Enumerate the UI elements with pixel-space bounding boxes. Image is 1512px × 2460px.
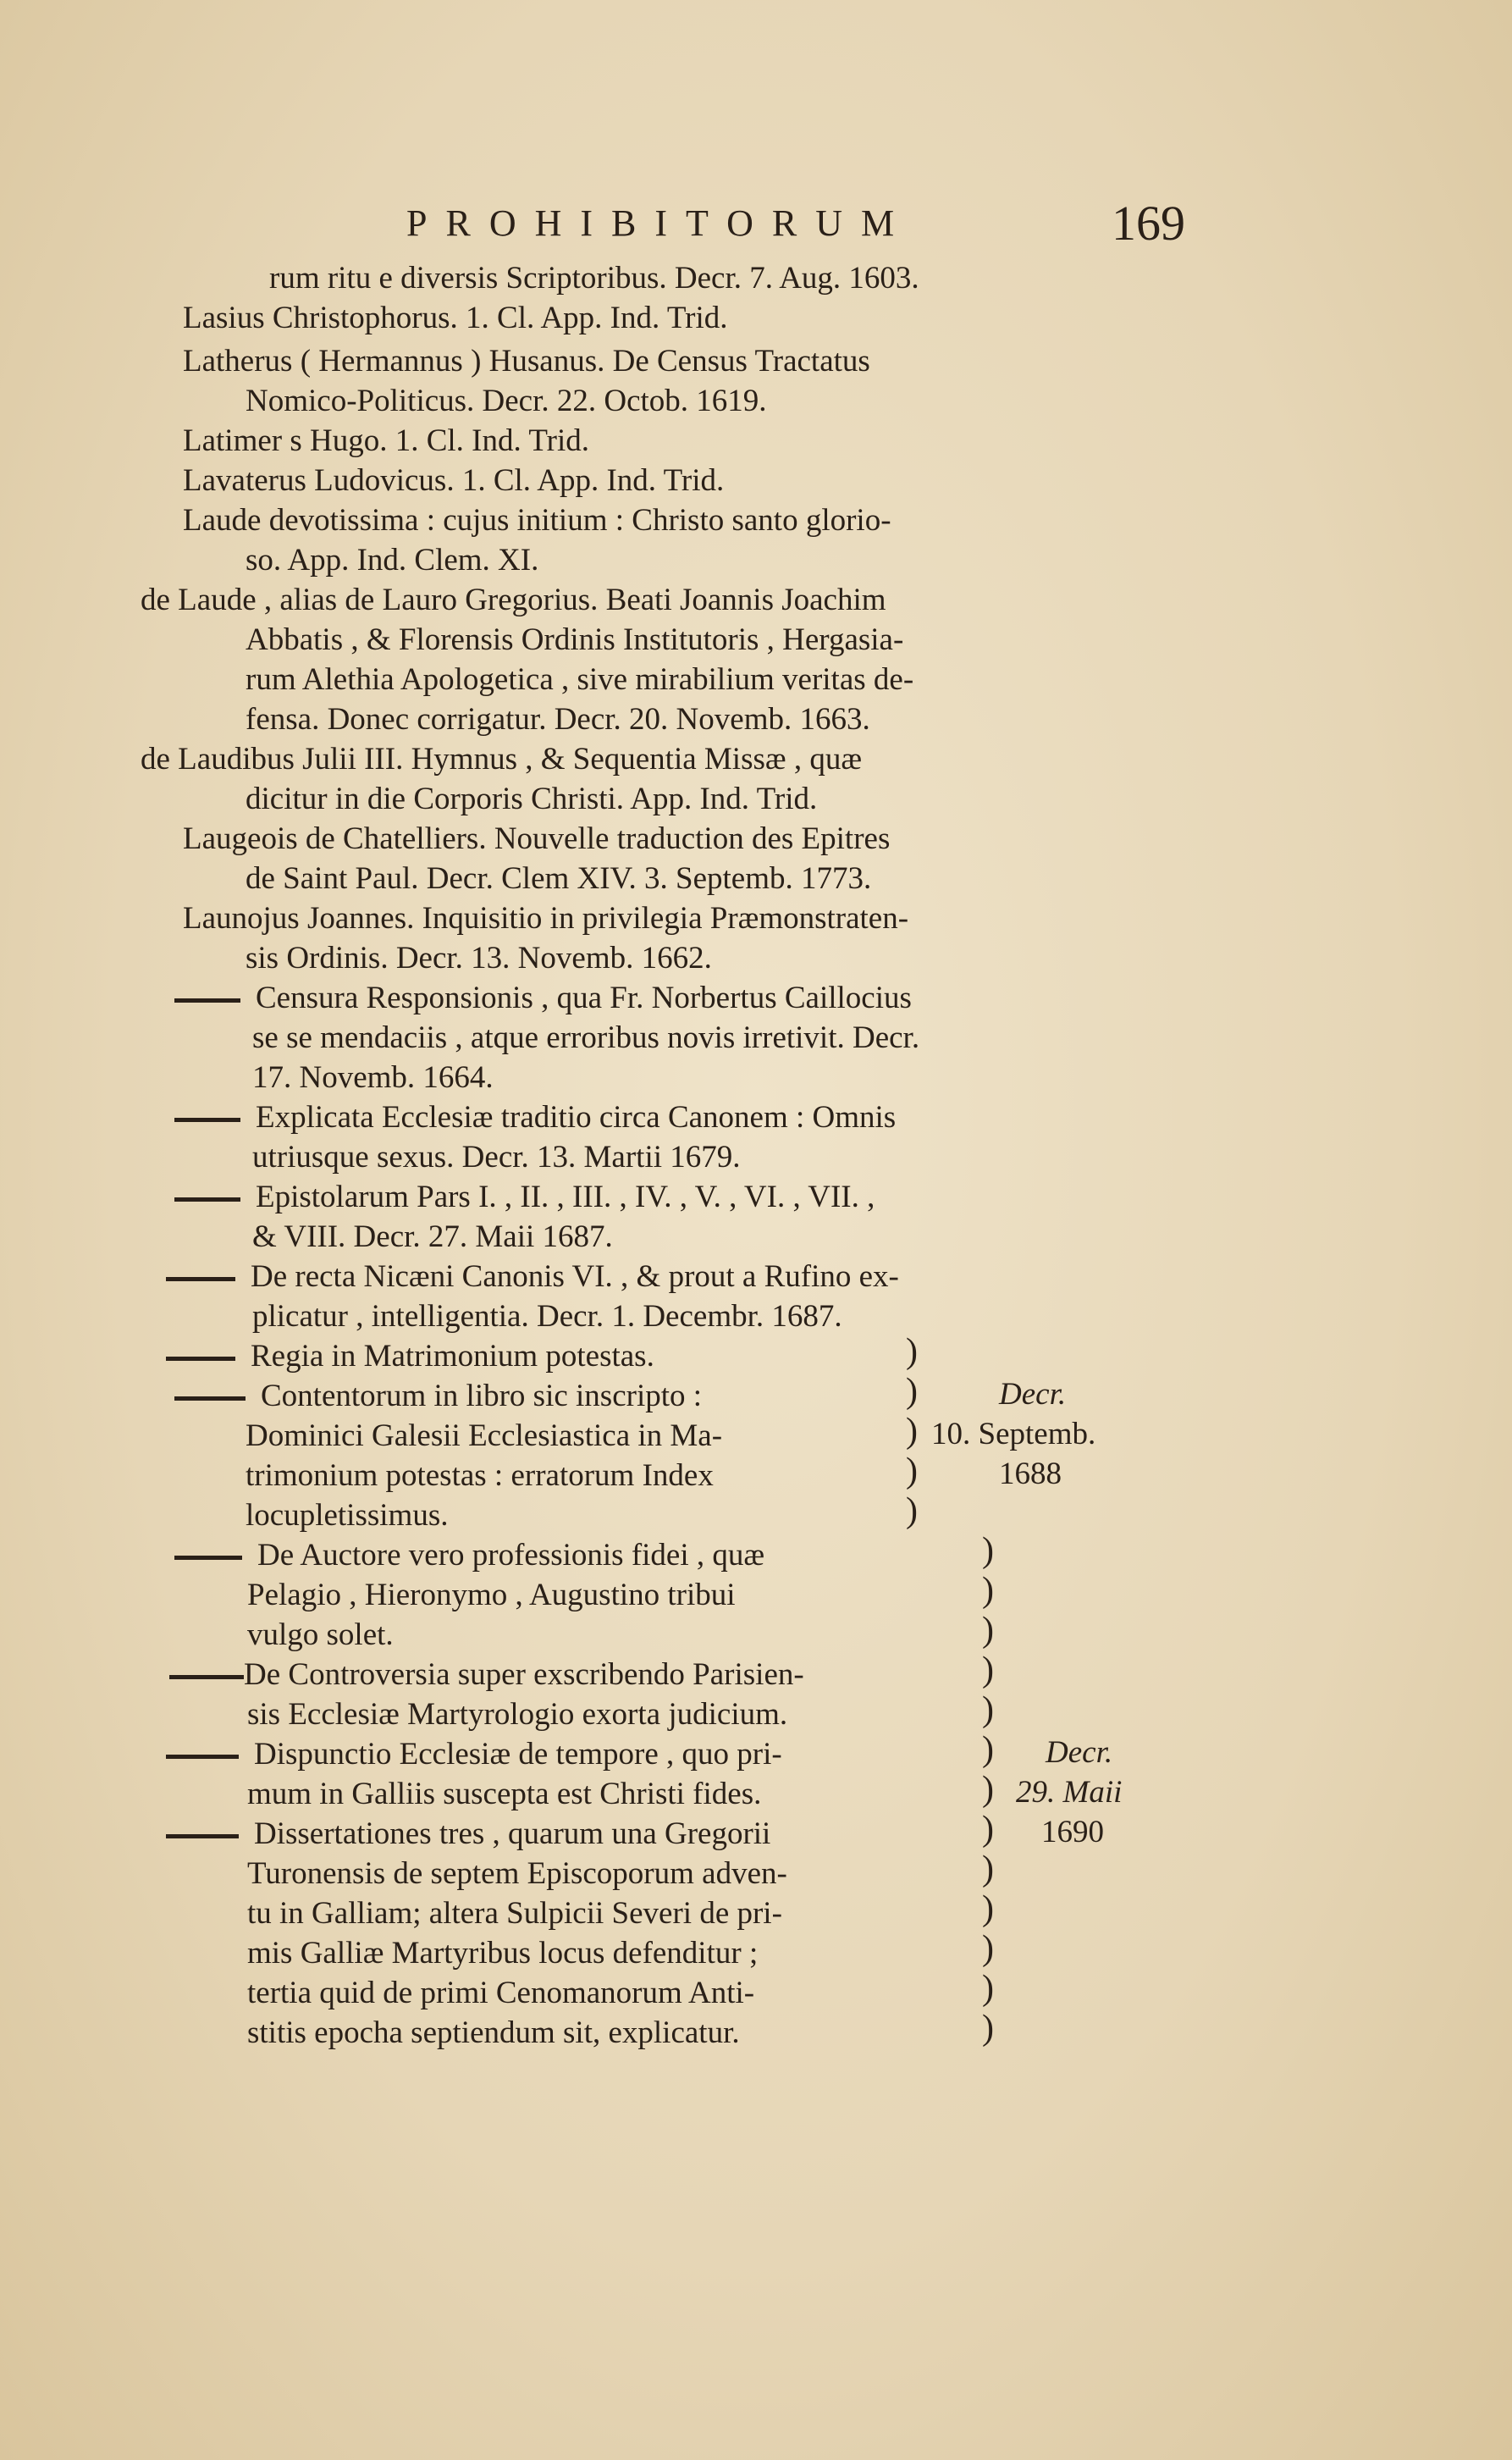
text-line: Nomico-Politicus. Decr. 22. Octob. 1619. (246, 384, 767, 418)
text-line: rum Alethia Apologetica , sive mirabilium veritas de- (246, 662, 914, 697)
dash-entry (166, 1336, 654, 1376)
ditto-dash (166, 1834, 239, 1838)
bracket-paren: ) (906, 1412, 918, 1451)
text-line: locupletissimus. (246, 1498, 449, 1533)
text-line: Dispunctio Ecclesiæ de tempore , quo pri- (254, 1737, 782, 1772)
bracket-paren: ) (982, 1650, 994, 1689)
decree-day: 10. Septemb. (931, 1417, 1096, 1451)
bracket-paren: ) (982, 1571, 994, 1610)
bracket-paren: ) (906, 1451, 918, 1490)
text-line: Latherus ( Hermannus ) Husanus. De Census Tractatus (183, 344, 870, 379)
text-line: so. App. Ind. Clem. XI. (246, 543, 539, 578)
ditto-dash (174, 1556, 242, 1560)
text-line: rum ritu e diversis Scriptoribus. Decr. 7. Aug. 1603. (269, 261, 919, 296)
bracket-paren: ) (982, 1849, 994, 1888)
dash-entry (174, 1376, 702, 1416)
text-line: tu in Galliam; altera Sulpicii Severi de pri- (247, 1896, 782, 1931)
dash-entry (166, 1734, 782, 1774)
text-line: Abbatis , & Florensis Ordinis Institutoris , Hergasia- (246, 622, 904, 657)
bracket-paren: ) (906, 1372, 918, 1411)
dash-entry (174, 1177, 875, 1217)
decree-year: 1690 (1041, 1815, 1104, 1849)
decree-year: 1688 (999, 1457, 1062, 1491)
running-title: PROHIBITORUM (406, 202, 913, 244)
ditto-dash (166, 1357, 235, 1361)
bracket-paren: ) (982, 1690, 994, 1729)
decree-label: Decr. (1046, 1735, 1113, 1770)
decree-label: Decr. (999, 1377, 1067, 1412)
text-line: de Saint Paul. Decr. Clem XIV. 3. Septemb. 1773. (246, 861, 872, 896)
text-line: sis Ordinis. Decr. 13. Novemb. 1662. (246, 941, 712, 976)
bracket-paren: ) (982, 1969, 994, 2008)
text-line: Contentorum in libro sic inscripto : (261, 1379, 703, 1413)
decree-date: 29. Maii (1016, 1775, 1123, 1810)
text-line: Lavaterus Ludovicus. 1. Cl. App. Ind. Trid. (183, 463, 725, 498)
bracket-paren: ) (982, 1611, 994, 1650)
ditto-dash (174, 1396, 246, 1401)
text-line: De Controversia super exscribendo Parisien- (244, 1657, 804, 1692)
text-line: fensa. Donec corrigatur. Decr. 20. Novemb. 1663. (246, 702, 870, 737)
bracket-paren: ) (982, 1531, 994, 1570)
ditto-dash (166, 1755, 239, 1759)
text-line: trimonium potestas : erratorum Index (246, 1458, 714, 1493)
text-line: se se mendaciis , atque erroribus novis irretivit. Decr. (252, 1020, 920, 1055)
dash-entry (166, 1257, 899, 1296)
page-number: 169 (1112, 196, 1185, 251)
ditto-dash (166, 1277, 235, 1281)
text-line: Dissertationes tres , quarum una Gregorii (254, 1816, 771, 1851)
text-line: Regia in Matrimonium potestas. (251, 1339, 654, 1374)
bracket-paren: ) (982, 1889, 994, 1928)
text-line: Pelagio , Hieronymo , Augustino tribui (247, 1578, 736, 1612)
ditto-dash (174, 1118, 240, 1122)
text-line: Explicata Ecclesiæ traditio circa Canonem : Omnis (256, 1100, 897, 1135)
bracket-paren: ) (982, 1929, 994, 1968)
text-line: Turonensis de septem Episcoporum adven- (247, 1856, 787, 1891)
bracket-paren: ) (906, 1491, 918, 1530)
text-line: Laugeois de Chatelliers. Nouvelle traduction des Epitres (183, 821, 891, 856)
text-line: de Laudibus Julii III. Hymnus , & Sequentia Missæ , quæ (141, 742, 862, 777)
text-line: tertia quid de primi Cenomanorum Anti- (247, 1976, 755, 2010)
text-line: Epistolarum Pars I. , II. , III. , IV. , V. , VI. , VII. , (256, 1180, 875, 1214)
dash-entry (166, 1814, 770, 1854)
bracket-paren: ) (906, 1332, 918, 1371)
dash-entry (174, 978, 912, 1018)
text-line: 17. Novemb. 1664. (252, 1060, 494, 1095)
text-line: vulgo solet. (247, 1617, 394, 1652)
decree-date (931, 1416, 1095, 1452)
text-line: de Laude , alias de Lauro Gregorius. Beati Joannis Joachim (141, 583, 886, 617)
text-line: De Auctore vero professionis fidei , quæ (257, 1538, 765, 1573)
ditto-dash (174, 1197, 240, 1202)
text-line: dicitur in die Corporis Christi. App. Ind. Trid. (246, 782, 818, 816)
text-line: utriusque sexus. Decr. 13. Martii 1679. (252, 1140, 741, 1175)
dash-entry (169, 1655, 804, 1694)
bracket-paren: ) (982, 1810, 994, 1849)
ditto-dash (169, 1675, 244, 1679)
ditto-dash (174, 998, 240, 1003)
bracket-paren: ) (982, 2009, 994, 2048)
text-line: Censura Responsionis , qua Fr. Norbertus Caillocius (256, 981, 912, 1015)
text-line: stitis epocha septiendum sit, explicatur. (247, 2015, 740, 2050)
text-line: Dominici Galesii Ecclesiastica in Ma- (246, 1418, 723, 1453)
text-line: mum in Galliis suscepta est Christi fides. (247, 1777, 762, 1811)
text-line: Laude devotissima : cujus initium : Christo santo glorio- (183, 503, 891, 538)
dash-entry (174, 1097, 896, 1137)
dash-entry (174, 1535, 764, 1575)
text-line: mis Galliæ Martyribus locus defenditur ; (247, 1936, 759, 1971)
bracket-paren: ) (982, 1770, 994, 1809)
text-line: & VIII. Decr. 27. Maii 1687. (252, 1219, 613, 1254)
text-line: Launojus Joannes. Inquisitio in privilegia Præmonstraten- (183, 901, 909, 936)
text-line: Lasius Christophorus. 1. Cl. App. Ind. Trid. (183, 301, 728, 335)
text-line: Latimer s Hugo. 1. Cl. Ind. Trid. (183, 423, 589, 458)
text-line: De recta Nicæni Canonis VI. , & prout a Rufino ex- (251, 1259, 899, 1294)
text-line: plicatur , intelligentia. Decr. 1. Decembr. 1687. (252, 1299, 842, 1334)
bracket-paren: ) (982, 1730, 994, 1769)
text-line: sis Ecclesiæ Martyrologio exorta judicium. (247, 1697, 788, 1732)
